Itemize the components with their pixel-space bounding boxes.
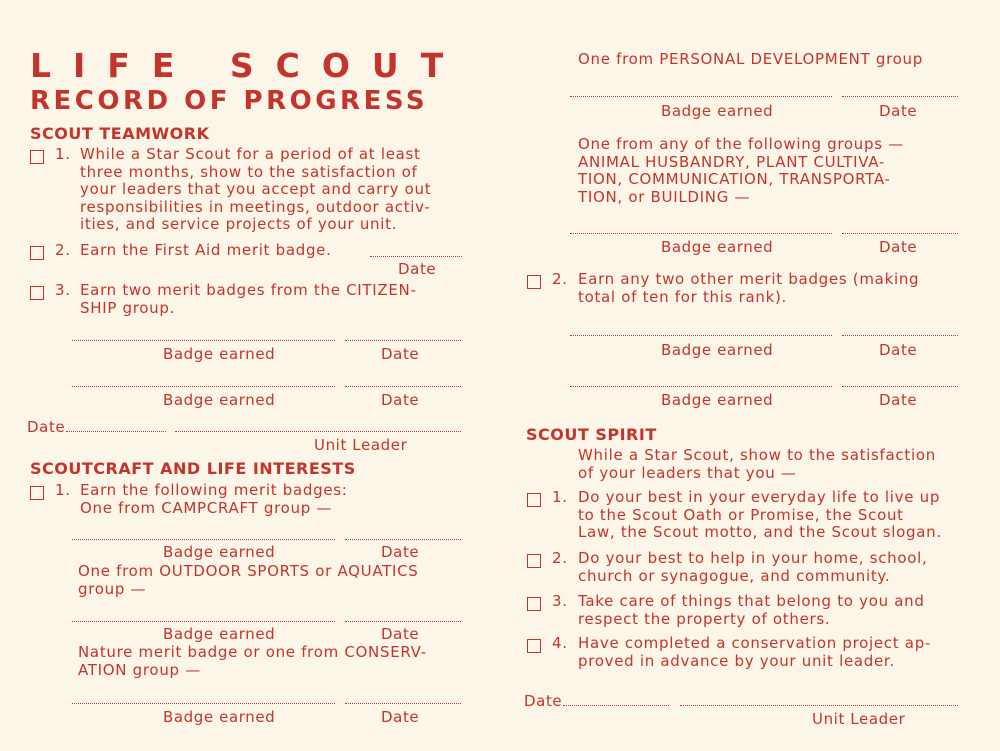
item-text-line: Earn the First Aid merit badge. [80, 241, 332, 259]
badge-earned-line[interactable] [570, 96, 832, 97]
leader-date-line[interactable] [563, 705, 669, 706]
item-text-line: your leaders that you accept and carry out [80, 180, 432, 198]
first-aid-date-line[interactable] [370, 256, 462, 257]
item-text-line: proved in advance by your unit leader. [578, 651, 895, 670]
badge-earned-label: Badge earned [661, 102, 774, 120]
spirit-intro-line: of your leaders that you — [578, 463, 797, 482]
date-label: Date [879, 238, 918, 256]
item-number: 3. [55, 281, 71, 299]
item-text-line: ities, and service projects of your unit. [80, 215, 398, 233]
badge-earned-line[interactable] [72, 621, 335, 622]
date-label: Date [879, 341, 918, 359]
item-text-line: Take care of things that belong to you and [578, 592, 925, 610]
checkbox-spirit-3[interactable] [527, 597, 541, 611]
section-heading-scoutcraft: SCOUTCRAFT AND LIFE INTERESTS [30, 459, 356, 478]
card-title: LIFE SCOUT [30, 46, 466, 85]
item-text-line: Do your best in your everyday life to live up [578, 488, 941, 506]
date-label: Date [381, 543, 420, 561]
checkbox-teamwork-1[interactable] [30, 150, 44, 164]
unit-leader-signature-line[interactable] [680, 705, 958, 706]
item-text-line: responsibilities in meetings, outdoor activ- [80, 197, 431, 216]
group-text-line: TION, COMMUNICATION, TRANSPORTA- [578, 170, 891, 188]
checkbox-teamwork-3[interactable] [30, 286, 44, 300]
checkbox-spirit-4[interactable] [527, 639, 541, 653]
group-text-line: ATION group — [78, 660, 201, 679]
badge-earned-label: Badge earned [661, 391, 774, 409]
group-text-line: group — [78, 579, 147, 598]
badge-earned-label: Badge earned [163, 708, 276, 726]
group-text-line: ANIMAL HUSBANDRY, PLANT CULTIVA- [578, 152, 886, 171]
group-text-line: Nature merit badge or one from CONSERV- [78, 643, 427, 661]
group-text-line: One from any of the following groups — [578, 135, 904, 153]
badge-earned-label: Badge earned [661, 341, 774, 359]
checkbox-spirit-1[interactable] [527, 493, 541, 507]
item-number: 3. [552, 592, 568, 610]
unit-leader-signature-line[interactable] [175, 431, 461, 432]
item-text-line: Earn the following merit badges: [80, 481, 348, 499]
item-number: 4. [552, 634, 568, 652]
item-number: 2. [552, 549, 568, 567]
date-label: Date [524, 692, 563, 710]
badge-earned-label: Badge earned [163, 345, 276, 363]
badge-date-line[interactable] [345, 621, 461, 622]
item-number: 1. [552, 488, 568, 506]
badge-earned-line[interactable] [570, 233, 832, 234]
badge-earned-line[interactable] [72, 340, 335, 341]
date-label: Date [879, 102, 918, 120]
group-text-line: One from OUTDOOR SPORTS or AQUATICS [78, 562, 419, 580]
item-text-line: church or synagogue, and community. [578, 566, 891, 585]
item-text-line: Do your best to help in your home, school, [578, 549, 928, 567]
date-label: Date [398, 260, 437, 278]
badge-date-line[interactable] [842, 386, 958, 387]
checkbox-spirit-2[interactable] [527, 554, 541, 568]
item-text-line: three months, show to the satisfaction of [80, 162, 418, 181]
item-text-line: Earn two merit badges from the CITIZEN- [80, 281, 417, 299]
badge-date-line[interactable] [345, 340, 461, 341]
item-text-line: total of ten for this rank). [578, 287, 787, 306]
badge-date-line[interactable] [345, 539, 461, 540]
badge-earned-label: Badge earned [163, 391, 276, 409]
badge-date-line[interactable] [345, 703, 461, 704]
date-label: Date [381, 391, 420, 409]
item-text-line: While a Star Scout for a period of at least [80, 145, 421, 163]
item-number: 1. [55, 145, 71, 163]
date-label: Date [879, 391, 918, 409]
group-text-line: TION, or BUILDING — [578, 187, 751, 206]
badge-earned-label: Badge earned [163, 543, 276, 561]
badge-earned-line[interactable] [72, 386, 335, 387]
badge-earned-line[interactable] [72, 539, 335, 540]
item-text-line: Earn any two other merit badges (making [578, 270, 920, 288]
badge-earned-line[interactable] [570, 335, 832, 336]
badge-earned-label: Badge earned [661, 238, 774, 256]
section-heading-teamwork: SCOUT TEAMWORK [30, 124, 210, 143]
date-label: Date [27, 418, 66, 436]
item-text-line: Have completed a conservation project ap- [578, 634, 932, 652]
badge-date-line[interactable] [345, 386, 461, 387]
section-heading-spirit: SCOUT SPIRIT [526, 425, 657, 444]
item-text-line: One from CAMPCRAFT group — [80, 498, 333, 517]
badge-earned-line[interactable] [72, 703, 335, 704]
item-text-line: to the Scout Oath or Promise, the Scout [578, 505, 904, 524]
leader-date-line[interactable] [66, 431, 166, 432]
badge-date-line[interactable] [842, 96, 958, 97]
item-number: 1. [55, 481, 71, 499]
date-label: Date [381, 625, 420, 643]
card-subtitle: RECORD OF PROGRESS [30, 86, 429, 116]
unit-leader-label: Unit Leader [812, 710, 906, 728]
checkbox-teamwork-2[interactable] [30, 246, 44, 260]
item-text-line: respect the property of others. [578, 609, 831, 628]
badge-date-line[interactable] [842, 335, 958, 336]
item-number: 2. [55, 241, 71, 259]
checkbox-scoutcraft-1[interactable] [30, 486, 44, 500]
spirit-intro-line: While a Star Scout, show to the satisfaction [578, 446, 936, 464]
date-label: Date [381, 708, 420, 726]
date-label: Date [381, 345, 420, 363]
item-text-line: Law, the Scout motto, and the Scout slogan. [578, 523, 942, 541]
item-text-line: SHIP group. [80, 298, 176, 317]
badge-earned-line[interactable] [570, 386, 832, 387]
checkbox-right-2[interactable] [527, 275, 541, 289]
group-text-line: One from PERSONAL DEVELOPMENT group [578, 50, 923, 68]
badge-date-line[interactable] [842, 233, 958, 234]
unit-leader-label: Unit Leader [314, 436, 408, 454]
badge-earned-label: Badge earned [163, 625, 276, 643]
item-number: 2. [552, 270, 568, 288]
